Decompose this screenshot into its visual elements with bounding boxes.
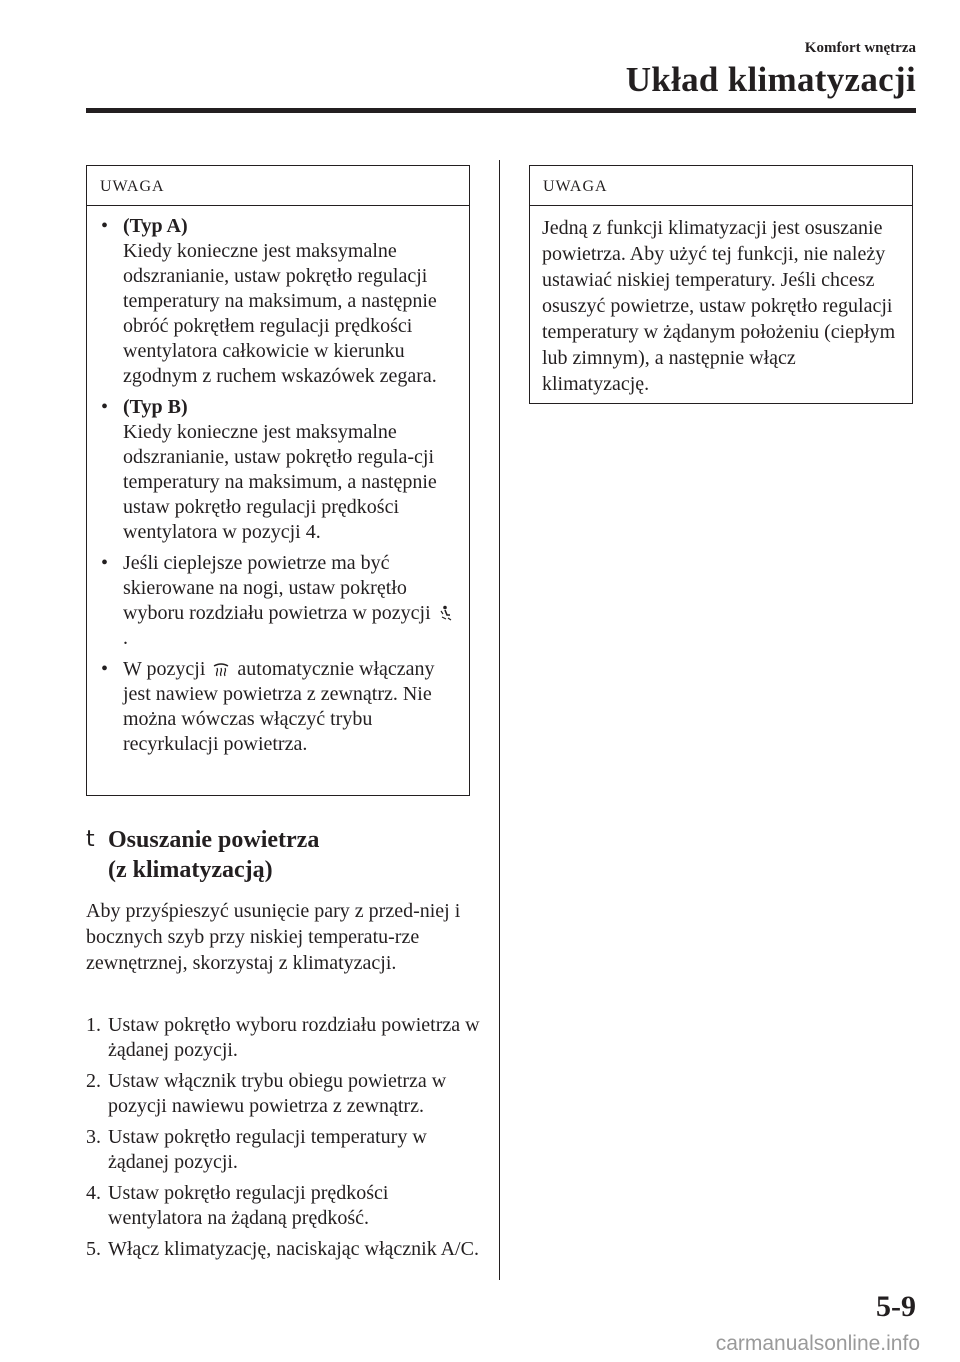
column-divider <box>499 160 500 1280</box>
watermark: carmanualsonline.info <box>715 1332 920 1355</box>
list-item <box>101 214 461 389</box>
note-box-right <box>529 165 913 404</box>
bullet-dot: • <box>101 215 109 237</box>
page-number: 5-9 <box>876 1290 916 1323</box>
step-number: 5. <box>86 1238 101 1260</box>
note-bullet-list <box>87 206 469 757</box>
section-heading <box>86 825 486 885</box>
bullet-dot: • <box>101 396 109 418</box>
bullet-text-end: . <box>123 627 128 649</box>
section-label: Komfort wnętrza <box>804 40 916 56</box>
list-item <box>86 1181 481 1231</box>
bullet-text: Jeśli cieplejsze powietrze ma być skierowane na nogi, ustaw pokrętło wyboru rozdziału powietrza w pozycji <box>123 552 431 624</box>
bullet-text: W pozycji <box>123 658 206 680</box>
step-text: Ustaw pokrętło wyboru rozdziału powietrza w żądanej pozycji. <box>108 1014 480 1061</box>
step-number: 3. <box>86 1126 101 1148</box>
bullet-title: (Typ A) <box>123 215 188 237</box>
list-item <box>101 551 461 651</box>
step-text: Ustaw włącznik trybu obiegu powietrza w pozycji nawiewu powietrza z zewnątrz. <box>108 1070 447 1117</box>
floor-defrost-icon <box>439 605 455 621</box>
bullet-dot: • <box>101 658 109 680</box>
step-number: 1. <box>86 1014 101 1036</box>
step-text: Włącz klimatyzację, naciskając włącznik A/C. <box>108 1238 479 1260</box>
bullet-text: Kiedy konieczne jest maksymalne odszranianie, ustaw pokrętło regula-cji temperatury na maksimum, a następnie ustaw pokrętło regulacji prędkości wentylatora w pozycji 4. <box>123 421 437 543</box>
step-text: Ustaw pokrętło regulacji temperatury w żądanej pozycji. <box>108 1126 427 1173</box>
list-item <box>86 1237 481 1262</box>
list-item <box>86 1125 481 1175</box>
note-box-left <box>86 165 470 796</box>
list-item <box>86 1013 481 1063</box>
step-text: Ustaw pokrętło regulacji prędkości wentylatora na żądaną prędkość. <box>108 1182 389 1229</box>
step-number: 2. <box>86 1070 101 1092</box>
section-title-line1: Osuszanie powietrza <box>108 827 320 853</box>
note-heading: UWAGA <box>530 166 912 206</box>
bullet-text-end: automatycznie włączany jest nawiew powietrza z zewnątrz. Nie można wówczas włączyć trybu recyrkulacji powietrza. <box>123 658 435 755</box>
list-item <box>101 395 461 545</box>
list-item <box>101 657 461 757</box>
section-intro: Aby przyśpieszyć usunięcie pary z przed-niej i bocznych szyb przy niskiej temperatu-rze zewnętrznej, skorzystaj z klimatyzacji. <box>86 900 461 974</box>
step-number: 4. <box>86 1182 101 1204</box>
section-title-line2: (z klimatyzacją) <box>108 857 273 883</box>
note-heading: UWAGA <box>87 166 469 206</box>
list-item <box>86 1069 481 1119</box>
header-rule <box>86 108 916 113</box>
defroster-icon <box>213 661 229 677</box>
bullet-text: Kiedy konieczne jest maksymalne odszranianie, ustaw pokrętło regulacji temperatury na maksimum, a następnie obróć pokrętłem regulacji prędkości wentylatora całkowicie w kierunku zgodnym z ruchem wskazówek zegara. <box>123 240 437 387</box>
bullet-dot: • <box>101 552 109 574</box>
steps-list <box>86 1013 481 1268</box>
page-title: Układ klimatyzacji <box>625 60 916 99</box>
section-marker: t <box>86 827 95 852</box>
note-text: Jedną z funkcji klimatyzacji jest osuszanie powietrza. Aby użyć tej funkcji, nie należy ustawiać niskiej temperatury. Jeśli chcesz osuszyć powietrze, ustaw pokrętło regulacji temperatury w żądanym położeniu (ciepłym lub zimnym), a następnie włącz klimatyzację. <box>542 217 896 395</box>
bullet-title: (Typ B) <box>123 396 188 418</box>
